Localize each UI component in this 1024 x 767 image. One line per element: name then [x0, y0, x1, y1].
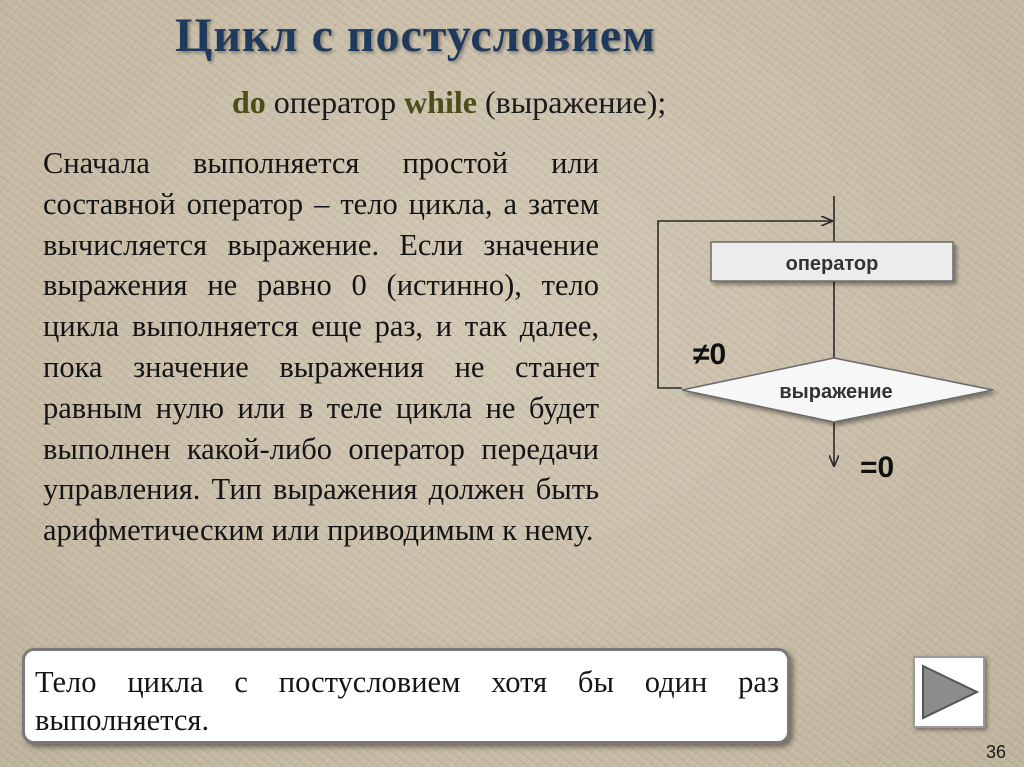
operator-block-label: оператор [785, 253, 879, 275]
syntax-operator: оператор [265, 84, 405, 120]
note-box: Тело цикла с постусловием хотя бы один раз выполняется. [22, 648, 790, 744]
true-branch-label: ≠0 [693, 338, 727, 371]
condition-label: выражение [779, 381, 893, 403]
next-slide-button[interactable] [913, 656, 985, 728]
description-text: Сначала выполняется простой или составной оператор – тело цикла, а затем вычисляется выражение. Если значение выражения не равно 0 (истинно), тело цикла выполняется еще раз, и так далее, пока значение выражения не станет равным нулю или в теле цикла не будет выполнен какой-либо оператор передачи управления. Тип выражения должен быть арифметическим или приводимым к нему. [43, 146, 599, 548]
slide-title: Цикл с постусловием [175, 9, 656, 62]
play-triangle-icon [915, 658, 983, 726]
syntax-expression: (выражение); [476, 84, 667, 120]
false-branch-label: =0 [860, 451, 895, 484]
keyword-do: do [232, 84, 266, 120]
page-number: 36 [986, 742, 1007, 762]
keyword-while: while [404, 84, 477, 120]
